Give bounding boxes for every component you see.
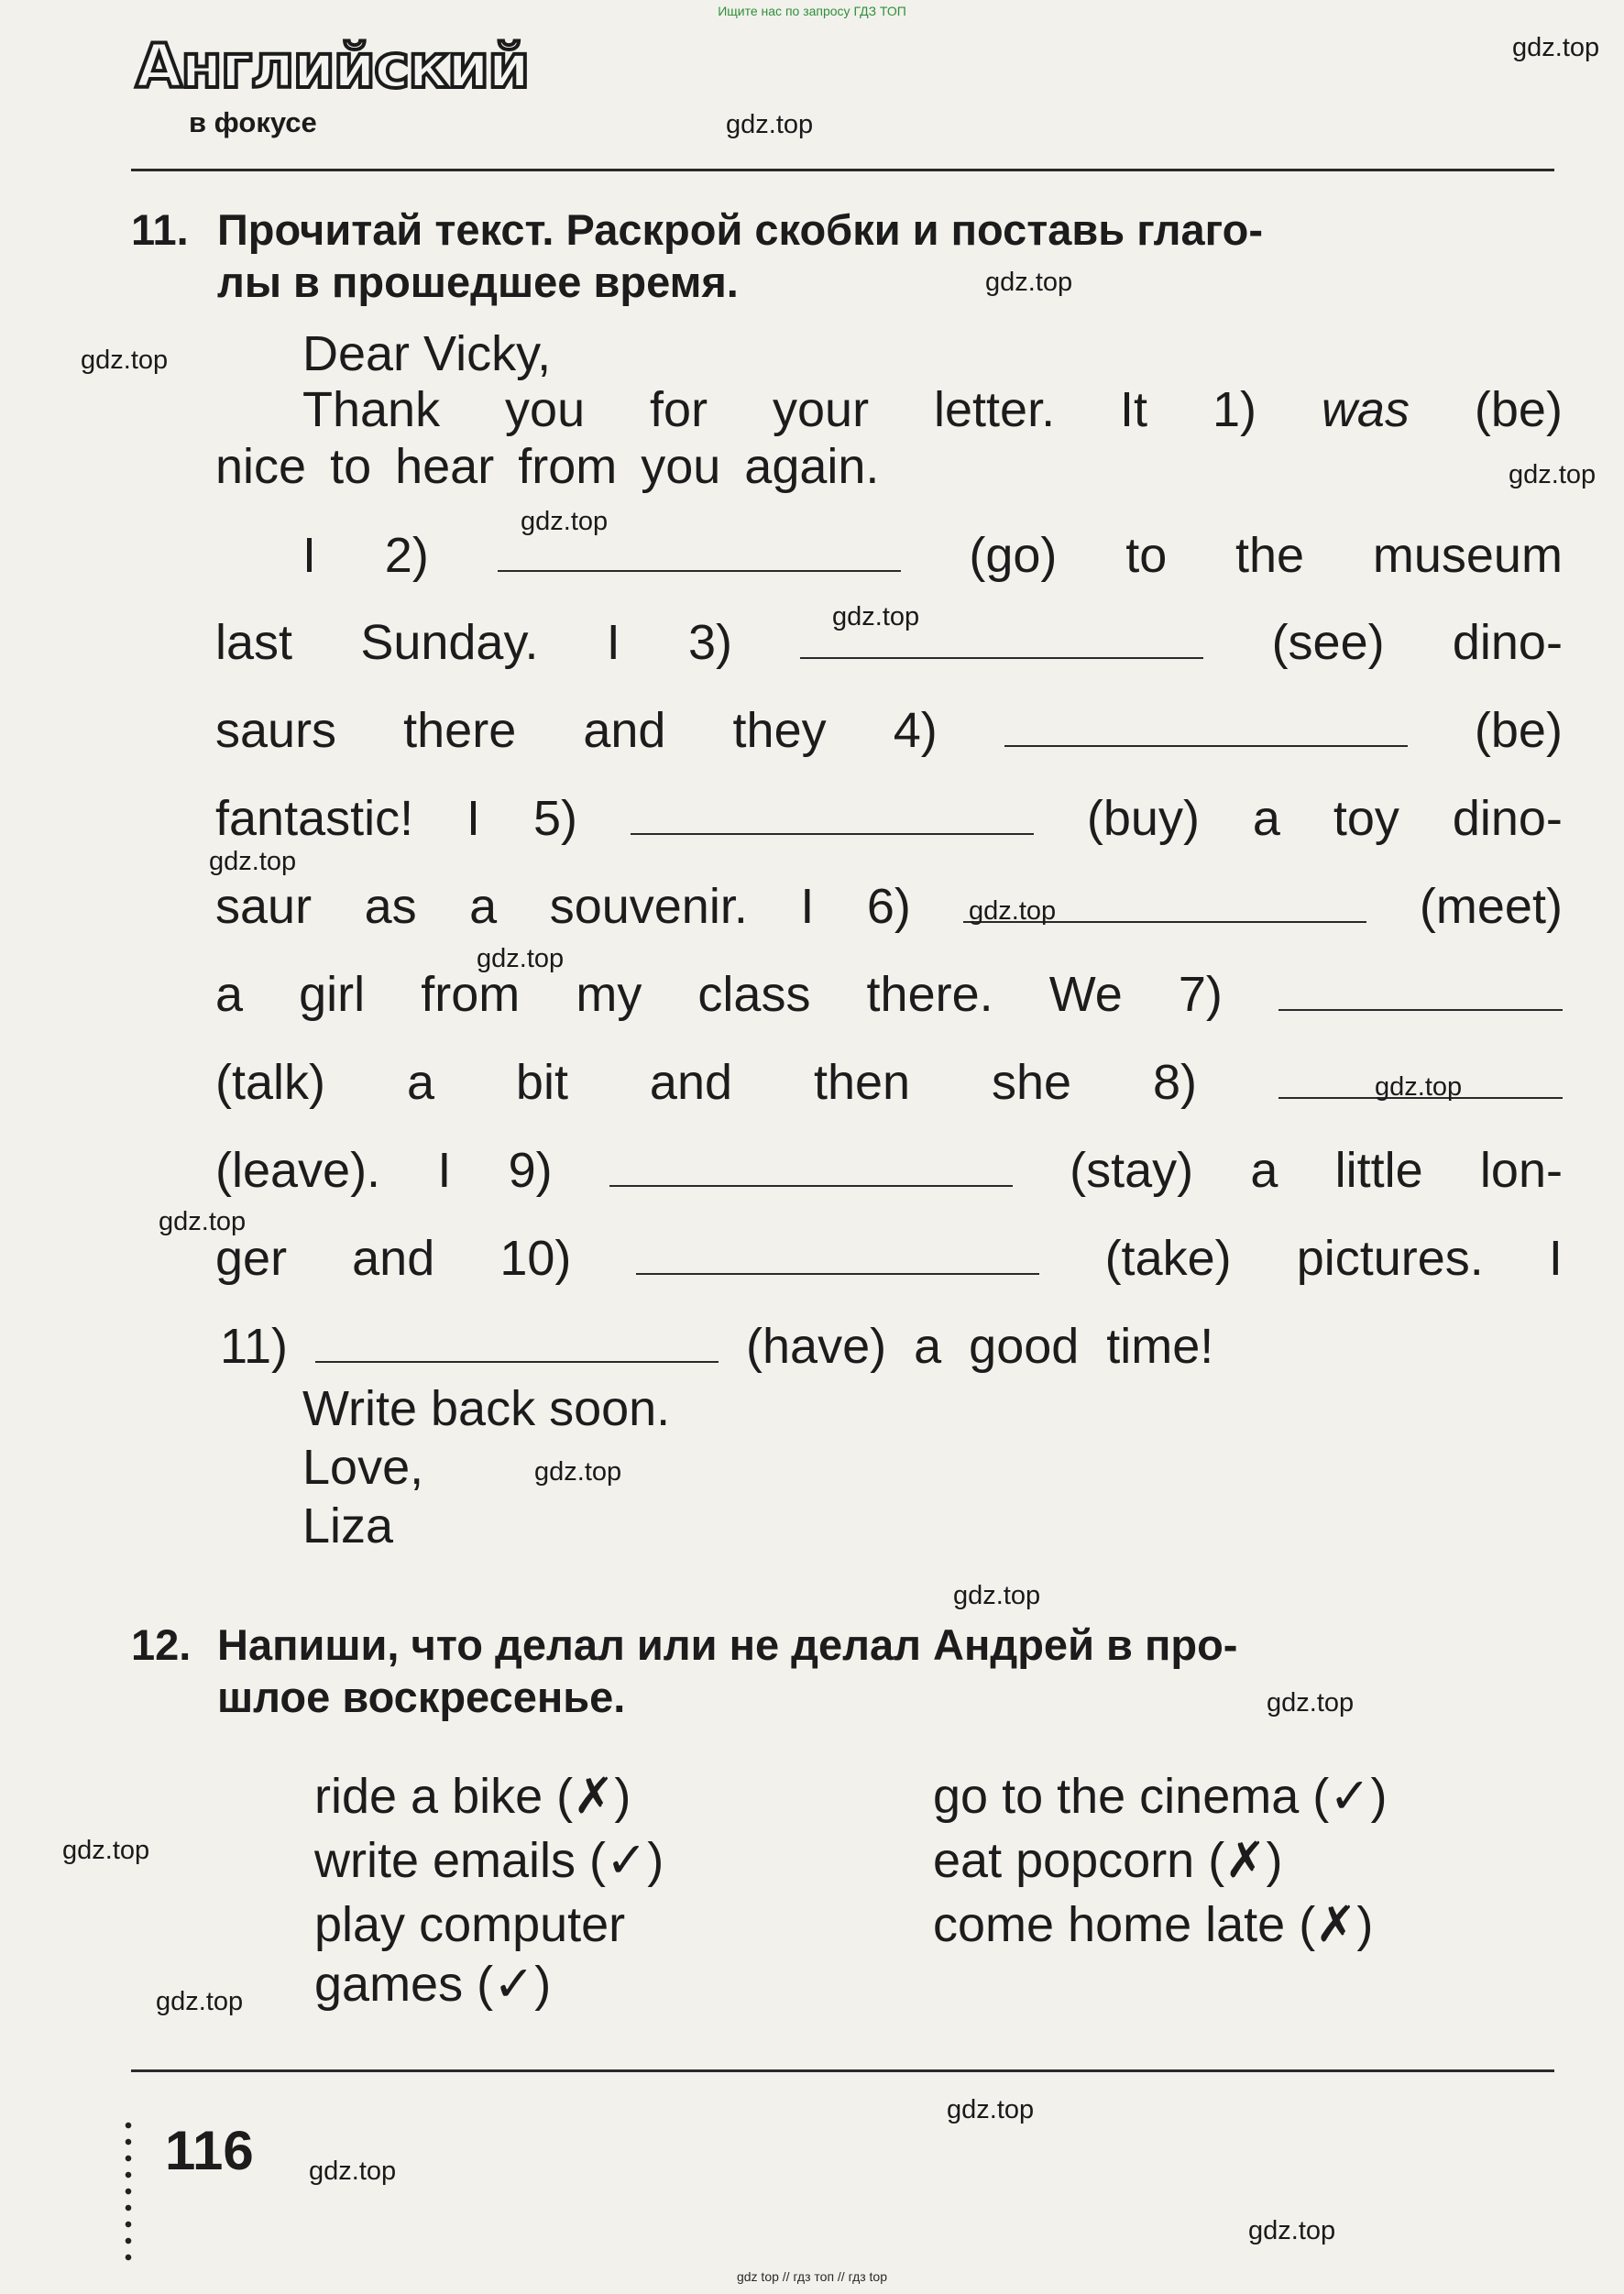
- word: a: [406, 1055, 434, 1110]
- site-note-top: Ищите нас по запросу ГДЗ ТОП: [718, 4, 906, 18]
- watermark: gdz.top: [726, 110, 814, 139]
- word: little: [1334, 1143, 1423, 1198]
- watermark: gdz.top: [62, 1836, 150, 1865]
- word: (take): [1104, 1231, 1232, 1286]
- word: I: [606, 615, 620, 670]
- word: to: [1125, 528, 1168, 583]
- word: 6): [866, 879, 911, 934]
- word: again.: [744, 439, 880, 494]
- word: (stay): [1070, 1143, 1194, 1198]
- activity-item: go to the cinema (✓): [933, 1769, 1388, 1824]
- word: a: [215, 967, 244, 1022]
- word: my: [576, 967, 642, 1022]
- watermark: gdz.top: [81, 346, 169, 375]
- site-note-bottom: gdz top // гдз топ // гдз top: [736, 2269, 888, 2284]
- word: from: [421, 967, 521, 1022]
- watermark: gdz.top: [1267, 1688, 1355, 1718]
- logo-subtitle: в фокусе: [189, 106, 317, 138]
- letter-greeting: Dear Vicky,: [302, 326, 552, 381]
- word: your: [773, 382, 870, 437]
- word: souvenir.: [549, 879, 748, 934]
- letter-line-11: [215, 1230, 1563, 1294]
- activity-item: write emails (✓): [314, 1833, 664, 1888]
- word: saur: [215, 879, 313, 934]
- word: 9): [508, 1143, 553, 1198]
- word: there.: [866, 967, 993, 1022]
- word: she: [992, 1055, 1072, 1110]
- word: saurs: [215, 703, 337, 758]
- word: (be): [1474, 382, 1563, 437]
- letter-closing: Write back soon.: [302, 1381, 671, 1436]
- word: I: [1548, 1231, 1563, 1286]
- word: then: [813, 1055, 911, 1110]
- watermark: gdz.top: [521, 507, 609, 536]
- word: (be): [1474, 703, 1563, 758]
- word: a: [914, 1319, 942, 1374]
- word: (leave).: [215, 1143, 381, 1198]
- logo-title: Английский: [136, 31, 529, 102]
- page-number: 116: [165, 2120, 254, 2181]
- letter-love: Love,: [302, 1440, 424, 1495]
- word: to: [330, 439, 372, 494]
- watermark: gdz.top: [1375, 1072, 1463, 1102]
- letter-line-10: [215, 1142, 1563, 1206]
- word: 3): [688, 615, 733, 670]
- word: girl: [299, 967, 366, 1022]
- answer-blank-5[interactable]: [631, 796, 1034, 835]
- answer-blank-11[interactable]: [315, 1324, 719, 1363]
- letter-line-1: [302, 381, 1563, 445]
- word: It: [1120, 382, 1148, 437]
- decorative-dots: [125, 2117, 132, 2264]
- watermark: gdz.top: [1509, 460, 1597, 489]
- letter-line-2: [215, 438, 879, 502]
- word: last: [215, 615, 293, 670]
- answer-blank-4[interactable]: [1004, 708, 1408, 747]
- watermark: gdz.top: [477, 944, 565, 973]
- word: and: [649, 1055, 733, 1110]
- answer-blank-2[interactable]: [498, 533, 901, 572]
- answer-blank-10[interactable]: [636, 1236, 1039, 1275]
- word: (buy): [1086, 791, 1200, 846]
- task11-instruction-2: лы в прошедшее время.: [217, 258, 739, 306]
- letter-line-12: [220, 1318, 1213, 1382]
- activity-item: come home late (✗): [933, 1897, 1374, 1952]
- answer-blank-9[interactable]: [609, 1148, 1013, 1187]
- activity-item: ride a bike (✗): [314, 1769, 631, 1824]
- word: for: [650, 382, 708, 437]
- activity-item: eat popcorn (✗): [933, 1833, 1283, 1888]
- activity-item: play computer: [314, 1897, 626, 1952]
- word: (go): [969, 528, 1058, 583]
- word: I: [800, 879, 815, 934]
- activity-item: games (✓): [314, 1957, 552, 2012]
- task11-instruction-1: Прочитай текст. Раскрой скобки и поставь глаго-: [217, 205, 1263, 254]
- letter-line-3: [302, 527, 1563, 591]
- word: 8): [1153, 1055, 1198, 1110]
- word: (see): [1271, 615, 1385, 670]
- watermark: gdz.top: [534, 1457, 622, 1487]
- word: 5): [533, 791, 578, 846]
- word: fantastic!: [215, 791, 414, 846]
- word: Thank: [302, 382, 441, 437]
- answer-blank-7[interactable]: [1278, 972, 1563, 1011]
- word: museum: [1372, 528, 1563, 583]
- letter-line-7: [215, 878, 1563, 942]
- word: pictures.: [1296, 1231, 1484, 1286]
- footer-divider: [131, 2069, 1554, 2072]
- word: 2): [384, 528, 429, 583]
- watermark: gdz.top: [1248, 2216, 1336, 2245]
- word: they: [732, 703, 827, 758]
- watermark: gdz.top: [985, 268, 1073, 297]
- word: (meet): [1419, 879, 1563, 934]
- header-divider: [131, 169, 1554, 171]
- word: dino-: [1452, 791, 1563, 846]
- word: hear: [395, 439, 495, 494]
- word: class: [697, 967, 811, 1022]
- word: you: [505, 382, 586, 437]
- letter-line-9: [215, 1054, 1563, 1118]
- watermark: gdz.top: [309, 2157, 397, 2186]
- word: the: [1235, 528, 1305, 583]
- word: 1): [1212, 382, 1256, 437]
- word: dino-: [1452, 615, 1563, 670]
- word: I: [437, 1143, 452, 1198]
- word: a: [1252, 791, 1280, 846]
- watermark: gdz.top: [1512, 33, 1600, 62]
- task11-heading: [131, 203, 1263, 308]
- word: (have): [746, 1319, 887, 1374]
- task11-number: 11.: [131, 205, 189, 254]
- word: 4): [893, 703, 938, 758]
- word: 10): [499, 1231, 572, 1286]
- task12-number: 12.: [131, 1620, 192, 1669]
- watermark: gdz.top: [159, 1207, 247, 1236]
- word: ger: [215, 1231, 288, 1286]
- word: lon-: [1479, 1143, 1563, 1198]
- word: toy: [1333, 791, 1399, 846]
- letter-signature: Liza: [302, 1498, 394, 1553]
- word: nice: [215, 439, 307, 494]
- task12-instruction-1: Напиши, что делал или не делал Андрей в про-: [217, 1620, 1238, 1669]
- word: We: [1048, 967, 1123, 1022]
- word: as: [364, 879, 417, 934]
- task12-heading: [131, 1619, 1237, 1723]
- word: 11): [220, 1319, 289, 1374]
- watermark: gdz.top: [947, 2095, 1035, 2124]
- word: a: [1250, 1143, 1278, 1198]
- word: and: [352, 1231, 435, 1286]
- word: there: [403, 703, 517, 758]
- word: (talk): [215, 1055, 325, 1110]
- watermark: gdz.top: [832, 602, 920, 631]
- word: I: [466, 791, 481, 846]
- letter-line-6: [215, 790, 1563, 854]
- word: a: [469, 879, 498, 934]
- word: you: [641, 439, 721, 494]
- word: and: [583, 703, 666, 758]
- word: time!: [1106, 1319, 1214, 1374]
- word: good: [969, 1319, 1080, 1374]
- watermark: gdz.top: [156, 1987, 244, 2016]
- word: Sunday.: [360, 615, 539, 670]
- word: letter.: [934, 382, 1056, 437]
- watermark: gdz.top: [953, 1581, 1041, 1610]
- letter-line-8: [215, 966, 1563, 1030]
- letter-line-5: [215, 702, 1563, 766]
- word: bit: [515, 1055, 568, 1110]
- watermark: gdz.top: [969, 896, 1057, 926]
- task12-instruction-2: шлое воскресенье.: [217, 1673, 626, 1721]
- word: 7): [1178, 967, 1223, 1022]
- word: from: [518, 439, 618, 494]
- example-answer: was: [1321, 382, 1410, 437]
- watermark: gdz.top: [209, 847, 297, 876]
- word: I: [302, 528, 317, 583]
